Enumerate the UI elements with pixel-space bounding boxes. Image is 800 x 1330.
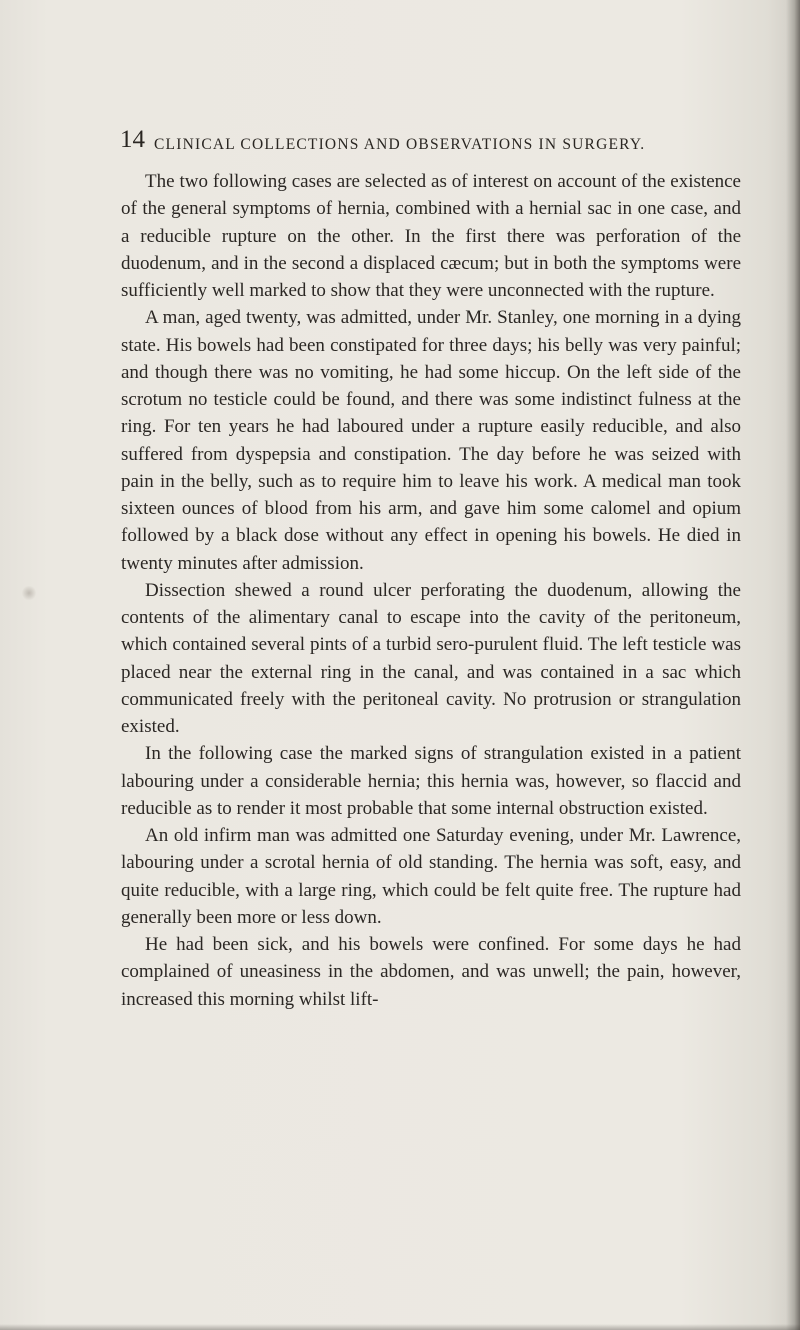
page-number: 14 xyxy=(120,126,145,153)
ink-smudge xyxy=(22,585,36,601)
paragraph: An old infirm man was admitted one Saturday evening, under Mr. Lawrence, labouring under a scrotal hernia of old standing. The hernia was soft, easy, and quite reducible, with a large ring, which could be felt quite free. The rupture had generally been more or less down. xyxy=(121,825,741,928)
body-text xyxy=(121,168,741,1013)
running-head: CLINICAL COLLECTIONS AND OBSERVATIONS IN SURGERY. xyxy=(154,136,646,153)
paragraph: Dissection shewed a round ulcer perforating the duodenum, allowing the contents of the alimentary canal to escape into the cavity of the peritoneum, which contained several pints of a turbid sero-purulent fluid. The left testicle was placed near the external ring in the canal, and was contained in a sac which communicated freely with the peritoneal cavity. No protrusion or strangulation existed. xyxy=(121,579,741,737)
page-bottom-shadow xyxy=(0,1324,800,1330)
page-header xyxy=(120,118,740,158)
page-edge-shadow xyxy=(786,0,800,1330)
paragraph: A man, aged twenty, was admitted, under Mr. Stanley, one morning in a dying state. His bowels had been constipated for three days; his belly was very painful; and though there was no vomiting, he had some hiccup. On the left side of the scrotum no testicle could be found, and there was some indistinct fulness at the ring. For ten years he had laboured under a rupture easily reducible, and also suffered from dyspepsia and constipation. The day before he was seized with pain in the belly, such as to require him to leave his work. A medical man took sixteen ounces of blood from his arm, and gave him some calomel and opium followed by a black dose without any effect in opening his bowels. He died in twenty minutes after admission. xyxy=(121,307,741,574)
paragraph: The two following cases are selected as of interest on account of the existence of the general symptoms of hernia, combined with a hernial sac in one case, and a reducible rupture on the other. In the first there was perforation of the duodenum, and in the second a displaced cæcum; but in both the symptoms were sufficiently well marked to show that they were unconnected with the rupture. xyxy=(121,171,741,301)
paragraph: In the following case the marked signs of strangulation existed in a patient labouring under a considerable hernia; this hernia was, however, so flaccid and reducible as to render it most probable that some internal obstruction existed. xyxy=(121,743,741,819)
paragraph: He had been sick, and his bowels were confined. For some days he had complained of uneasiness in the abdomen, and was unwell; the pain, however, increased this morning whilst lift- xyxy=(121,934,741,1010)
